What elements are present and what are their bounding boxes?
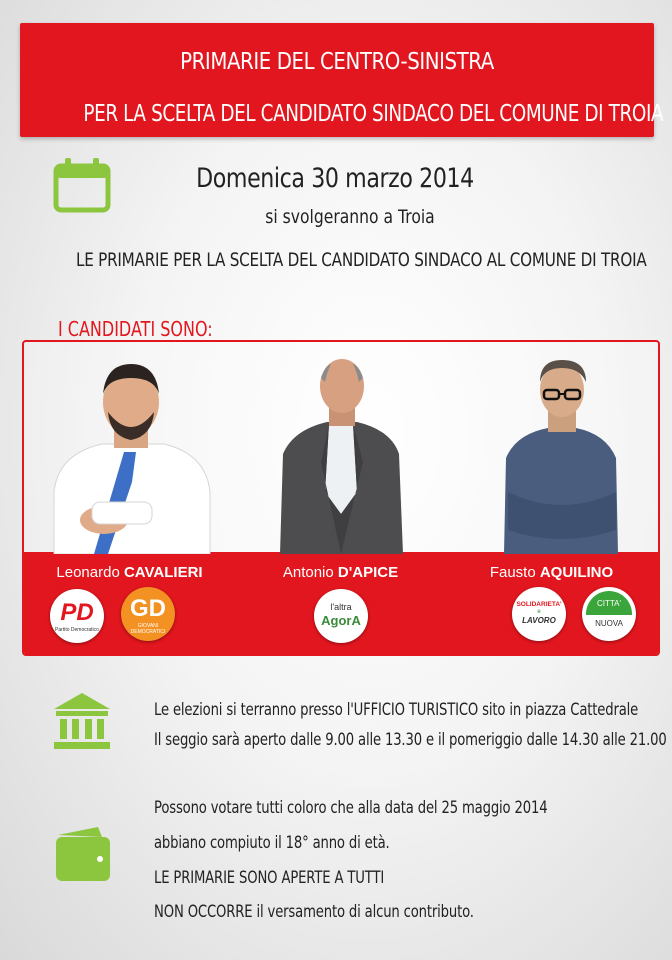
event-description: LE PRIMARIE PER LA SCELTA DEL CANDIDATO SINDACO AL COMUNE DI TROIA <box>76 249 647 271</box>
voting-info-line3: LE PRIMARIE SONO APERTE A TUTTI <box>154 868 385 887</box>
candidate-photo <box>446 342 657 554</box>
candidate-first-name: Antonio <box>282 564 334 581</box>
header-banner <box>20 23 664 137</box>
logo-sub-text: Partito Democratico <box>55 627 99 633</box>
location-info-line2: Il seggio sarà aperto dalle 9.00 alle 13.30 e il pomeriggio dalle 14.30 alle 21.00 <box>154 730 667 749</box>
candidate-name <box>235 564 446 581</box>
building-icon <box>52 691 112 751</box>
candidate-last-name: CAVALIERI <box>123 564 203 581</box>
candidate-photo <box>235 342 446 554</box>
logo-sub-text: NUOVA <box>595 619 623 628</box>
gd-logo <box>121 587 175 641</box>
candidate-name <box>446 564 657 581</box>
logo-main-text: GD <box>130 595 166 622</box>
calendar-icon <box>52 158 112 214</box>
header-title-line2: PER LA SCELTA DEL CANDIDATO SINDACO DEL COMUNE DI TROIA <box>83 101 664 127</box>
logo-sub-text: GIOVANI DEMOCRATICI <box>130 623 166 635</box>
event-date: Domenica 30 marzo 2014 <box>196 163 474 194</box>
logo-sub-text: AgorA <box>321 613 361 628</box>
altra-agora-logo <box>314 589 368 643</box>
logo-main-text: SOLIDARIETA' <box>516 601 562 608</box>
candidate-cavalieri <box>24 342 235 654</box>
citta-nuova-logo <box>582 587 636 641</box>
location-info-line1: Le elezioni si terranno presso l'UFFICIO TURISTICO sito in piazza Cattedrale <box>154 700 639 719</box>
pd-logo <box>50 589 104 643</box>
candidate-dapice <box>235 342 446 654</box>
candidate-last-name: D'APICE <box>337 564 399 581</box>
voting-info-line1: Possono votare tutti coloro che alla data del 25 maggio 2014 <box>154 798 548 817</box>
header-title-line1: PRIMARIE DEL CENTRO-SINISTRA <box>180 49 494 75</box>
logo-middle-text: e <box>537 609 541 615</box>
logo-main-text: CITTA' <box>596 599 622 608</box>
logo-sub-text: LAVORO <box>522 616 556 625</box>
candidates-panel <box>22 340 660 656</box>
candidate-first-name: Leonardo <box>56 564 120 581</box>
voting-info-line4: NON OCCORRE il versamento di alcun contributo. <box>154 902 474 921</box>
logo-main-text: PD <box>60 599 94 626</box>
candidate-aquilino <box>446 342 657 654</box>
wallet-icon <box>52 825 112 885</box>
voting-info-line2: abbiano compiuto il 18° anno di età. <box>154 833 390 852</box>
candidate-last-name: AQUILINO <box>539 564 614 581</box>
solidarieta-lavoro-logo <box>512 587 566 641</box>
candidates-heading: I CANDIDATI SONO: <box>58 317 213 341</box>
candidate-name <box>24 564 235 581</box>
candidate-first-name: Fausto <box>489 564 536 581</box>
event-location: si svolgeranno a Troia <box>265 206 435 228</box>
logo-main-text: l'altra <box>330 602 352 612</box>
candidate-photo <box>24 342 235 554</box>
